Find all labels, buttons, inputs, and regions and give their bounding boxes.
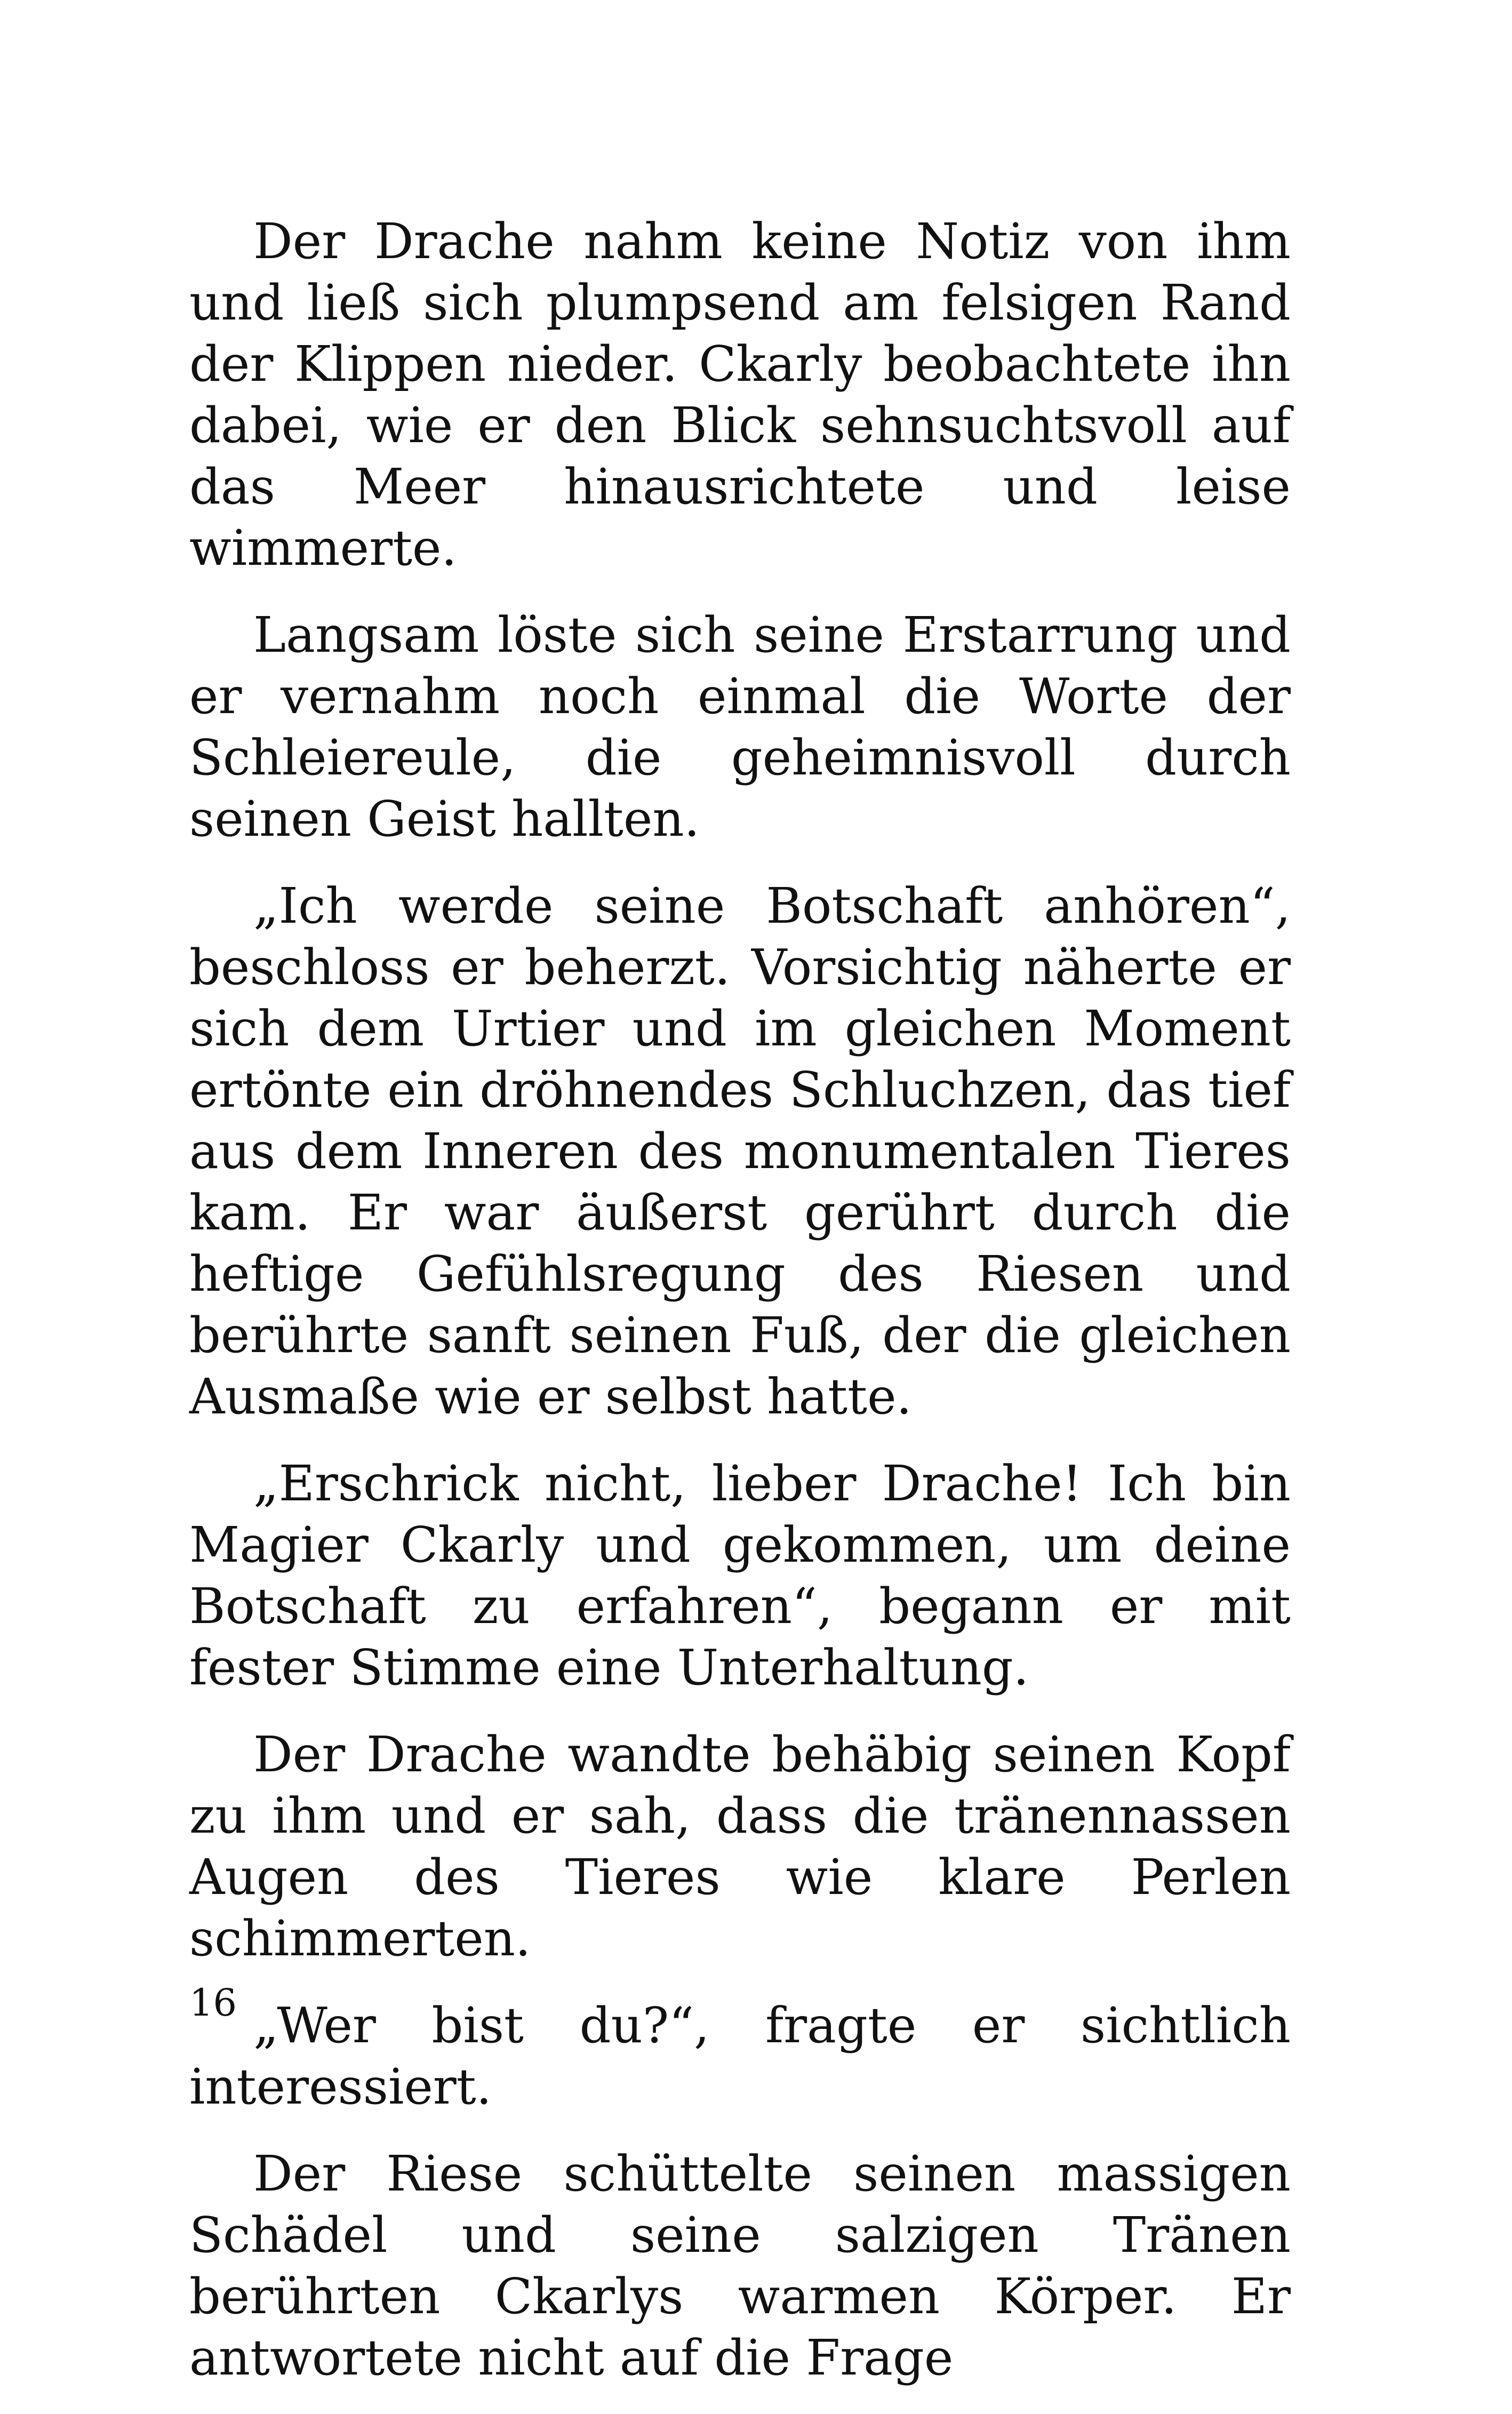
paragraph-6: „Wer bist du?“, fragte er sichtlich interessiert. <box>189 1997 1291 2115</box>
body-text <box>189 211 1291 2414</box>
paragraph-7: Der Riese schüttelte seinen massigen Schädel und seine salzigen Tränen berührten Ckarlys warmen Körper. Er antwortete nicht auf die Frage <box>189 2145 1291 2386</box>
paragraph-3: „Ich werde seine Botschaft anhören“, beschloss er beherzt. Vorsichtig näherte er sich dem Urtier und im gleichen Moment ertönte ein dröhnendes Schluchzen, das tief aus dem Inneren des monumentalen Tieres kam. Er war äußerst gerührt durch die heftige Gefühlsregung des Riesen und berührte sanft seinen Fuß, der die gleichen Ausmaße wie er selbst hatte. <box>189 877 1291 1425</box>
paragraph-4: „Erschrick nicht, lieber Drache! Ich bin Magier Ckarly und gekommen, um deine Botschaft zu erfahren“, begann er mit fester Stimme eine Unterhaltung. <box>189 1455 1291 1696</box>
paragraph-2: Langsam löste sich seine Erstarrung und er vernahm noch einmal die Worte der Schleiereule, die geheimnisvoll durch seinen Geist hallten. <box>189 606 1291 848</box>
paragraph-5: Der Drache wandte behäbig seinen Kopf zu ihm und er sah, dass die tränennassen Augen des Tieres wie klare Perlen schimmerten. <box>189 1726 1291 1967</box>
paragraph-1: Der Drache nahm keine Notiz von ihm und ließ sich plumpsend am felsigen Rand der Klippen nieder. Ckarly beobachtete ihn dabei, wie er den Blick sehnsuchtsvoll auf das Meer hinausrichtete und leise wimmerte. <box>189 213 1291 577</box>
page-number: 16 <box>189 1981 237 2025</box>
